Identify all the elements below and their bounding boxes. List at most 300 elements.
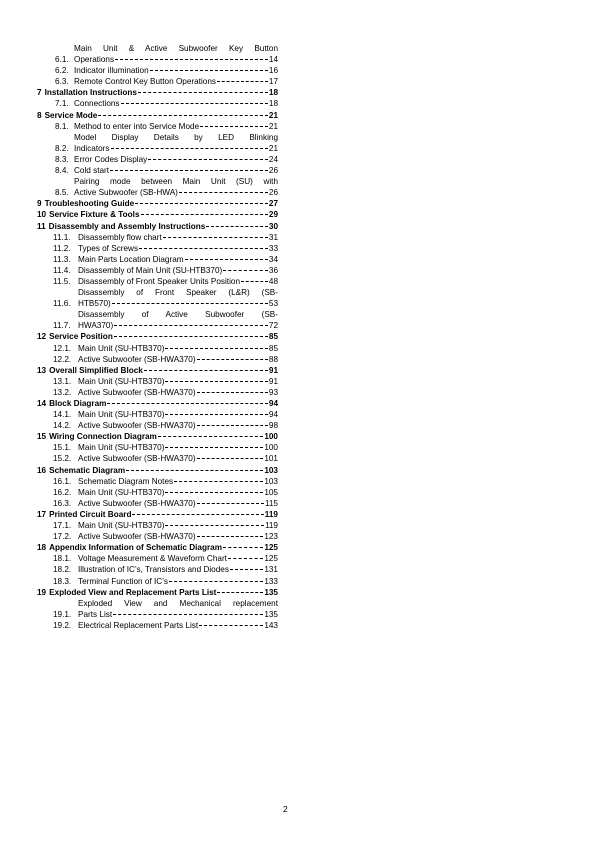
toc-entry-number: 11.3. bbox=[53, 254, 71, 264]
toc-entry-body bbox=[49, 221, 278, 232]
toc-entry-number: 14.2. bbox=[53, 421, 72, 431]
toc-entry-final-line bbox=[45, 87, 278, 98]
toc-entry-final-line bbox=[78, 620, 278, 631]
toc-entry-final-line bbox=[78, 320, 278, 331]
toc-entry-final-line bbox=[49, 431, 278, 442]
toc-entry-page: 103 bbox=[264, 476, 278, 486]
toc-entry-body bbox=[78, 531, 278, 542]
toc-entry-title: Printed Circuit Board bbox=[49, 509, 132, 519]
toc-entry-final-line bbox=[49, 465, 278, 476]
toc-entry-title: Active Subwoofer (SB-HWA) bbox=[74, 188, 178, 198]
toc-entry-title: Remote Control Key Button Operations bbox=[74, 77, 216, 87]
toc-entry-body bbox=[74, 154, 278, 165]
toc-leader-dots bbox=[228, 558, 263, 559]
table-of-contents bbox=[33, 43, 278, 631]
toc-entry-page: 18 bbox=[268, 88, 278, 98]
toc-entry-title: Exploded View and Replacement Parts List bbox=[49, 587, 217, 597]
toc-entry-number: 16.2. bbox=[53, 487, 72, 497]
toc-leader-dots bbox=[111, 148, 268, 149]
toc-entry-page: 21 bbox=[268, 143, 278, 153]
toc-section-entry bbox=[33, 276, 278, 287]
toc-entry-final-line bbox=[78, 265, 278, 276]
toc-entry-final-line bbox=[74, 165, 278, 176]
toc-entry-number: 12.2. bbox=[53, 354, 72, 364]
toc-leader-dots bbox=[163, 237, 268, 238]
toc-leader-dots bbox=[217, 81, 268, 82]
toc-entry-body bbox=[78, 420, 278, 431]
toc-entry-body bbox=[74, 65, 278, 76]
toc-entry-final-line bbox=[78, 553, 278, 564]
toc-leader-dots bbox=[165, 414, 267, 415]
toc-entry-number: 6.1. bbox=[55, 55, 69, 65]
toc-chapter-entry bbox=[33, 398, 278, 409]
toc-entry-final-line bbox=[74, 65, 278, 76]
toc-section-entry bbox=[33, 165, 278, 176]
toc-entry-page: 131 bbox=[264, 565, 278, 575]
toc-section-entry bbox=[33, 553, 278, 564]
toc-section-entry bbox=[33, 576, 278, 587]
toc-entry-title: Active Subwoofer (SB-HWA370) bbox=[78, 532, 196, 542]
toc-chapter-entry bbox=[33, 465, 278, 476]
toc-entry-final-line bbox=[78, 343, 278, 354]
toc-entry-page: 100 bbox=[264, 443, 278, 453]
toc-entry-page: 135 bbox=[264, 587, 278, 597]
toc-entry-title: Voltage Measurement & Waveform Chart bbox=[78, 554, 227, 564]
toc-entry-page: 18 bbox=[268, 99, 278, 109]
toc-leader-dots bbox=[107, 403, 267, 404]
toc-entry-number: 11 bbox=[37, 221, 46, 231]
toc-entry-body bbox=[49, 209, 278, 220]
toc-section-entry bbox=[33, 620, 278, 631]
toc-entry-number: 8.1. bbox=[55, 121, 69, 131]
toc-entry-body bbox=[49, 398, 278, 409]
toc-leader-dots bbox=[241, 281, 268, 282]
toc-leader-dots bbox=[197, 503, 264, 504]
toc-entry-number: 8 bbox=[37, 110, 42, 120]
toc-entry-number: 15.1. bbox=[53, 443, 72, 453]
toc-entry-page: 93 bbox=[268, 387, 278, 397]
toc-entry-number: 11.5. bbox=[53, 276, 71, 286]
toc-leader-dots bbox=[110, 170, 268, 171]
toc-section-entry bbox=[33, 254, 278, 265]
toc-entry-body bbox=[78, 498, 278, 509]
toc-entry-page: 72 bbox=[268, 321, 278, 331]
toc-chapter-entry bbox=[33, 542, 278, 553]
toc-entry-number: 17.2. bbox=[53, 532, 72, 542]
toc-entry-number: 15.2. bbox=[53, 454, 72, 464]
toc-entry-title: Installation Instructions bbox=[44, 88, 137, 98]
toc-entry-number: 11.6. bbox=[53, 299, 71, 309]
toc-leader-dots bbox=[197, 425, 268, 426]
toc-section-entry bbox=[33, 387, 278, 398]
toc-entry-title: Main Parts Location Diagram bbox=[78, 254, 184, 264]
toc-entry-title: Connections bbox=[74, 99, 120, 109]
toc-entry-number: 19 bbox=[37, 587, 47, 597]
toc-entry-body bbox=[74, 132, 278, 154]
toc-entry-title: Main Unit (SU-HTB370) bbox=[78, 487, 165, 497]
toc-entry-page: 125 bbox=[264, 543, 278, 553]
toc-entry-number: 12 bbox=[37, 332, 47, 342]
toc-entry-final-line bbox=[74, 54, 278, 65]
toc-entry-title: Disassembly and Assembly Instructions bbox=[48, 221, 206, 231]
toc-leader-dots bbox=[135, 203, 268, 204]
toc-entry-final-line bbox=[49, 331, 278, 342]
toc-entry-final-line bbox=[78, 487, 278, 498]
toc-section-entry bbox=[33, 309, 278, 331]
toc-entry-number: 15 bbox=[37, 432, 47, 442]
toc-entry-title: Parts List bbox=[78, 609, 113, 619]
toc-entry-final-line bbox=[78, 498, 278, 509]
toc-entry-final-line bbox=[78, 564, 278, 575]
toc-entry-title: Active Subwoofer (SB-HWA370) bbox=[78, 421, 196, 431]
toc-entry-title-line: Disassembly of Active Subwoofer (SB- bbox=[78, 310, 278, 320]
toc-entry-body bbox=[49, 431, 278, 442]
toc-entry-number: 13.2. bbox=[53, 387, 72, 397]
toc-entry-body bbox=[74, 76, 278, 87]
toc-entry-page: 21 bbox=[268, 110, 278, 120]
toc-entry-number: 14 bbox=[37, 399, 47, 408]
toc-section-entry bbox=[33, 132, 278, 154]
toc-entry-number: 9 bbox=[37, 199, 42, 209]
toc-chapter-entry bbox=[33, 331, 278, 342]
toc-leader-dots bbox=[144, 370, 268, 371]
toc-entry-number: 10 bbox=[37, 210, 47, 220]
toc-leader-dots bbox=[126, 470, 263, 471]
toc-entry-page: 33 bbox=[268, 243, 278, 253]
toc-entry-number: 19.1. bbox=[53, 609, 72, 619]
toc-entry-page: 30 bbox=[268, 221, 278, 231]
toc-entry-title-line: Pairing mode between Main Unit (SU) with bbox=[74, 177, 278, 187]
toc-entry-number: 13.1. bbox=[53, 376, 72, 386]
toc-entry-title: Active Subwoofer (SB-HWA370) bbox=[78, 498, 196, 508]
toc-entry-number: 8.4. bbox=[55, 166, 69, 176]
toc-entry-number: 18.3. bbox=[53, 576, 72, 586]
toc-section-entry bbox=[33, 43, 278, 65]
toc-entry-final-line bbox=[78, 387, 278, 398]
toc-entry-final-line bbox=[78, 409, 278, 420]
toc-section-entry bbox=[33, 498, 278, 509]
toc-entry-body bbox=[78, 564, 278, 575]
toc-entry-number: 6.3. bbox=[55, 77, 69, 87]
toc-entry-final-line bbox=[78, 476, 278, 487]
toc-leader-dots bbox=[112, 303, 268, 304]
toc-entry-final-line bbox=[49, 365, 278, 376]
toc-entry-body bbox=[78, 232, 278, 243]
toc-entry-page: 91 bbox=[268, 365, 278, 375]
toc-section-entry bbox=[33, 154, 278, 165]
toc-entry-page: 143 bbox=[264, 620, 278, 630]
toc-entry-page: 16 bbox=[268, 66, 278, 76]
toc-entry-body bbox=[74, 98, 278, 109]
toc-entry-body bbox=[45, 198, 278, 209]
toc-entry-page: 119 bbox=[264, 521, 278, 531]
toc-entry-page: 34 bbox=[268, 254, 278, 264]
toc-leader-dots bbox=[138, 92, 268, 93]
toc-entry-page: 115 bbox=[264, 498, 278, 508]
toc-leader-dots bbox=[169, 581, 263, 582]
toc-entry-page: 101 bbox=[264, 454, 278, 464]
toc-section-entry bbox=[33, 376, 278, 387]
toc-entry-title: Terminal Function of IC’s bbox=[78, 576, 168, 586]
toc-entry-final-line bbox=[78, 276, 278, 287]
toc-entry-page: 94 bbox=[268, 399, 278, 408]
toc-entry-body bbox=[78, 576, 278, 587]
toc-section-entry bbox=[33, 265, 278, 276]
toc-leader-dots bbox=[141, 214, 268, 215]
toc-leader-dots bbox=[200, 126, 268, 127]
toc-entry-number: 12.1. bbox=[53, 343, 72, 353]
toc-entry-page: 36 bbox=[268, 265, 278, 275]
toc-entry-page: 100 bbox=[264, 432, 278, 442]
toc-entry-title: Electrical Replacement Parts List bbox=[78, 620, 199, 630]
toc-leader-dots bbox=[185, 259, 268, 260]
toc-entry-final-line bbox=[78, 576, 278, 587]
toc-entry-body bbox=[49, 365, 278, 376]
toc-section-entry bbox=[33, 343, 278, 354]
toc-entry-page: 26 bbox=[268, 166, 278, 176]
toc-leader-dots bbox=[199, 625, 263, 626]
toc-entry-number: 11.7. bbox=[53, 321, 71, 331]
toc-entry-title: Schematic Diagram Notes bbox=[78, 476, 174, 486]
toc-leader-dots bbox=[197, 359, 268, 360]
toc-entry-title: Service Position bbox=[49, 332, 113, 342]
toc-entry-page: 91 bbox=[268, 376, 278, 386]
toc-section-entry bbox=[33, 287, 278, 309]
toc-section-entry bbox=[33, 243, 278, 254]
toc-leader-dots bbox=[223, 270, 268, 271]
toc-entry-body bbox=[78, 442, 278, 453]
toc-entry-final-line bbox=[78, 453, 278, 464]
toc-entry-title: Active Subwoofer (SB-HWA370) bbox=[78, 387, 196, 397]
toc-entry-body bbox=[78, 409, 278, 420]
toc-entry-body bbox=[78, 354, 278, 365]
toc-entry-title: Block Diagram bbox=[49, 399, 107, 408]
page-number: 2 bbox=[283, 804, 288, 814]
toc-leader-dots bbox=[150, 70, 268, 71]
toc-entry-title: Disassembly of Front Speaker Units Position bbox=[78, 276, 240, 286]
toc-section-entry bbox=[33, 476, 278, 487]
toc-section-entry bbox=[33, 65, 278, 76]
toc-entry-final-line bbox=[78, 298, 278, 309]
toc-section-entry bbox=[33, 176, 278, 198]
toc-entry-final-line bbox=[78, 232, 278, 243]
toc-entry-title: HWA370) bbox=[78, 321, 114, 331]
toc-entry-final-line bbox=[78, 420, 278, 431]
toc-entry-title: Method to enter into Service Mode bbox=[74, 121, 200, 131]
toc-entry-page: 26 bbox=[268, 188, 278, 198]
toc-leader-dots bbox=[165, 492, 263, 493]
toc-section-entry bbox=[33, 121, 278, 132]
toc-entry-title: Disassembly of Main Unit (SU-HTB370) bbox=[78, 265, 223, 275]
toc-entry-body bbox=[78, 476, 278, 487]
toc-section-entry bbox=[33, 487, 278, 498]
toc-entry-body bbox=[78, 520, 278, 531]
toc-entry-title: Indicator illumination bbox=[74, 66, 149, 76]
toc-entry-final-line bbox=[78, 442, 278, 453]
toc-entry-title: Appendix Information of Schematic Diagram bbox=[49, 543, 222, 553]
toc-entry-number: 18.1. bbox=[53, 554, 72, 564]
toc-entry-number: 11.4. bbox=[53, 265, 71, 275]
toc-chapter-entry bbox=[33, 110, 278, 121]
toc-chapter-entry bbox=[33, 198, 278, 209]
toc-entry-page: 48 bbox=[268, 276, 278, 286]
toc-entry-body bbox=[74, 43, 278, 65]
toc-entry-title: Service Mode bbox=[44, 110, 98, 120]
toc-entry-body bbox=[78, 387, 278, 398]
toc-entry-page: 85 bbox=[268, 343, 278, 353]
toc-chapter-entry bbox=[33, 587, 278, 598]
toc-chapter-entry bbox=[33, 87, 278, 98]
toc-leader-dots bbox=[165, 447, 263, 448]
toc-entry-final-line bbox=[78, 609, 278, 620]
toc-section-entry bbox=[33, 232, 278, 243]
toc-chapter-entry bbox=[33, 365, 278, 376]
toc-entry-title: Illustration of IC’s, Transistors and Diodes bbox=[78, 565, 229, 575]
toc-entry-page: 21 bbox=[268, 121, 278, 131]
toc-leader-dots bbox=[174, 481, 263, 482]
toc-entry-title: Overall Simplified Block bbox=[49, 365, 143, 375]
toc-entry-body bbox=[78, 254, 278, 265]
toc-entry-body bbox=[49, 331, 278, 342]
toc-entry-final-line bbox=[78, 520, 278, 531]
toc-entry-body bbox=[78, 453, 278, 464]
toc-entry-number: 19.2. bbox=[53, 620, 72, 630]
toc-entry-body bbox=[78, 276, 278, 287]
toc-entry-number: 17.1. bbox=[53, 521, 72, 531]
toc-entry-final-line bbox=[74, 143, 278, 154]
toc-section-entry bbox=[33, 98, 278, 109]
toc-leader-dots bbox=[206, 226, 268, 227]
toc-leader-dots bbox=[197, 536, 264, 537]
toc-entry-final-line bbox=[49, 509, 278, 520]
toc-entry-number: 16.3. bbox=[53, 498, 72, 508]
toc-entry-body bbox=[78, 620, 278, 631]
toc-entry-number: 13 bbox=[37, 365, 47, 375]
toc-section-entry bbox=[33, 420, 278, 431]
toc-entry-body bbox=[78, 343, 278, 354]
toc-entry-page: 119 bbox=[264, 509, 278, 519]
toc-entry-number: 8.3. bbox=[55, 154, 69, 164]
toc-entry-final-line bbox=[49, 542, 278, 553]
toc-leader-dots bbox=[139, 248, 268, 249]
toc-entry-title: Disassembly flow chart bbox=[78, 232, 162, 242]
toc-section-entry bbox=[33, 442, 278, 453]
toc-entry-final-line bbox=[45, 198, 278, 209]
toc-leader-dots bbox=[165, 348, 267, 349]
toc-leader-dots bbox=[197, 392, 268, 393]
toc-leader-dots bbox=[115, 59, 268, 60]
toc-entry-number: 18.2. bbox=[53, 565, 72, 575]
toc-leader-dots bbox=[113, 614, 263, 615]
toc-entry-page: 31 bbox=[268, 232, 278, 242]
toc-entry-number: 6.2. bbox=[55, 66, 69, 76]
toc-section-entry bbox=[33, 453, 278, 464]
toc-entry-body bbox=[45, 87, 278, 98]
toc-section-entry bbox=[33, 409, 278, 420]
toc-chapter-entry bbox=[33, 221, 278, 232]
toc-section-entry bbox=[33, 531, 278, 542]
toc-entry-final-line bbox=[78, 531, 278, 542]
toc-entry-number: 7.1. bbox=[55, 99, 69, 109]
toc-section-entry bbox=[33, 76, 278, 87]
toc-entry-body bbox=[74, 121, 278, 132]
toc-entry-title: Main Unit (SU-HTB370) bbox=[78, 521, 165, 531]
toc-entry-title-line: Disassembly of Front Speaker (L&R) (SB- bbox=[78, 288, 278, 298]
toc-entry-body bbox=[78, 309, 278, 331]
toc-leader-dots bbox=[114, 336, 268, 337]
toc-entry-body bbox=[78, 598, 278, 620]
toc-chapter-entry bbox=[33, 431, 278, 442]
toc-entry-final-line bbox=[49, 587, 278, 598]
toc-entry-final-line bbox=[74, 187, 278, 198]
toc-entry-body bbox=[49, 542, 278, 553]
toc-entry-page: 14 bbox=[268, 55, 278, 65]
toc-leader-dots bbox=[197, 458, 264, 459]
toc-entry-page: 27 bbox=[268, 199, 278, 209]
toc-entry-title: Main Unit (SU-HTB370) bbox=[78, 376, 165, 386]
toc-entry-body bbox=[78, 287, 278, 309]
toc-entry-title: Cold start bbox=[74, 166, 110, 176]
toc-leader-dots bbox=[148, 159, 268, 160]
toc-entry-title: Indicators bbox=[74, 143, 110, 153]
toc-entry-page: 125 bbox=[264, 554, 278, 564]
toc-entry-final-line bbox=[74, 76, 278, 87]
toc-entry-title-line: Model Display Details by LED Blinking bbox=[74, 132, 278, 142]
toc-section-entry bbox=[33, 354, 278, 365]
toc-leader-dots bbox=[230, 569, 263, 570]
toc-entry-number: 11.1. bbox=[53, 232, 71, 242]
toc-entry-body bbox=[49, 587, 278, 598]
toc-entry-page: 105 bbox=[264, 487, 278, 497]
toc-entry-final-line bbox=[49, 221, 278, 232]
toc-entry-body bbox=[78, 376, 278, 387]
toc-entry-number: 14.1. bbox=[53, 410, 72, 420]
toc-entry-body bbox=[74, 165, 278, 176]
toc-chapter-entry bbox=[33, 209, 278, 220]
toc-leader-dots bbox=[158, 436, 263, 437]
toc-entry-final-line bbox=[78, 254, 278, 265]
toc-entry-page: 94 bbox=[268, 410, 278, 420]
toc-entry-final-line bbox=[78, 376, 278, 387]
toc-entry-final-line bbox=[49, 398, 278, 409]
toc-entry-number: 17 bbox=[37, 509, 47, 519]
toc-entry-body bbox=[74, 176, 278, 198]
toc-entry-title-line: Main Unit & Active Subwoofer Key Button bbox=[74, 44, 278, 53]
toc-entry-number: 8.5. bbox=[55, 188, 69, 198]
toc-entry-body bbox=[45, 110, 278, 121]
toc-entry-title: Wiring Connection Diagram bbox=[49, 432, 157, 442]
toc-entry-body bbox=[78, 265, 278, 276]
toc-entry-title: Operations bbox=[74, 55, 115, 65]
toc-entry-final-line bbox=[49, 209, 278, 220]
toc-entry-title: Error Codes Display bbox=[74, 154, 148, 164]
toc-leader-dots bbox=[98, 115, 268, 116]
toc-entry-title: Service Fixture & Tools bbox=[49, 210, 140, 220]
toc-entry-final-line bbox=[74, 98, 278, 109]
toc-entry-body bbox=[49, 509, 278, 520]
toc-entry-number: 8.2. bbox=[55, 143, 69, 153]
toc-entry-page: 133 bbox=[264, 576, 278, 586]
toc-entry-final-line bbox=[74, 121, 278, 132]
toc-entry-page: 17 bbox=[268, 77, 278, 87]
toc-leader-dots bbox=[217, 592, 263, 593]
toc-leader-dots bbox=[165, 381, 267, 382]
toc-entry-title: Active Subwoofer (SB-HWA370) bbox=[78, 454, 196, 464]
toc-entry-title: Main Unit (SU-HTB370) bbox=[78, 410, 165, 420]
toc-entry-page: 123 bbox=[264, 532, 278, 542]
toc-leader-dots bbox=[223, 547, 263, 548]
toc-leader-dots bbox=[165, 525, 263, 526]
